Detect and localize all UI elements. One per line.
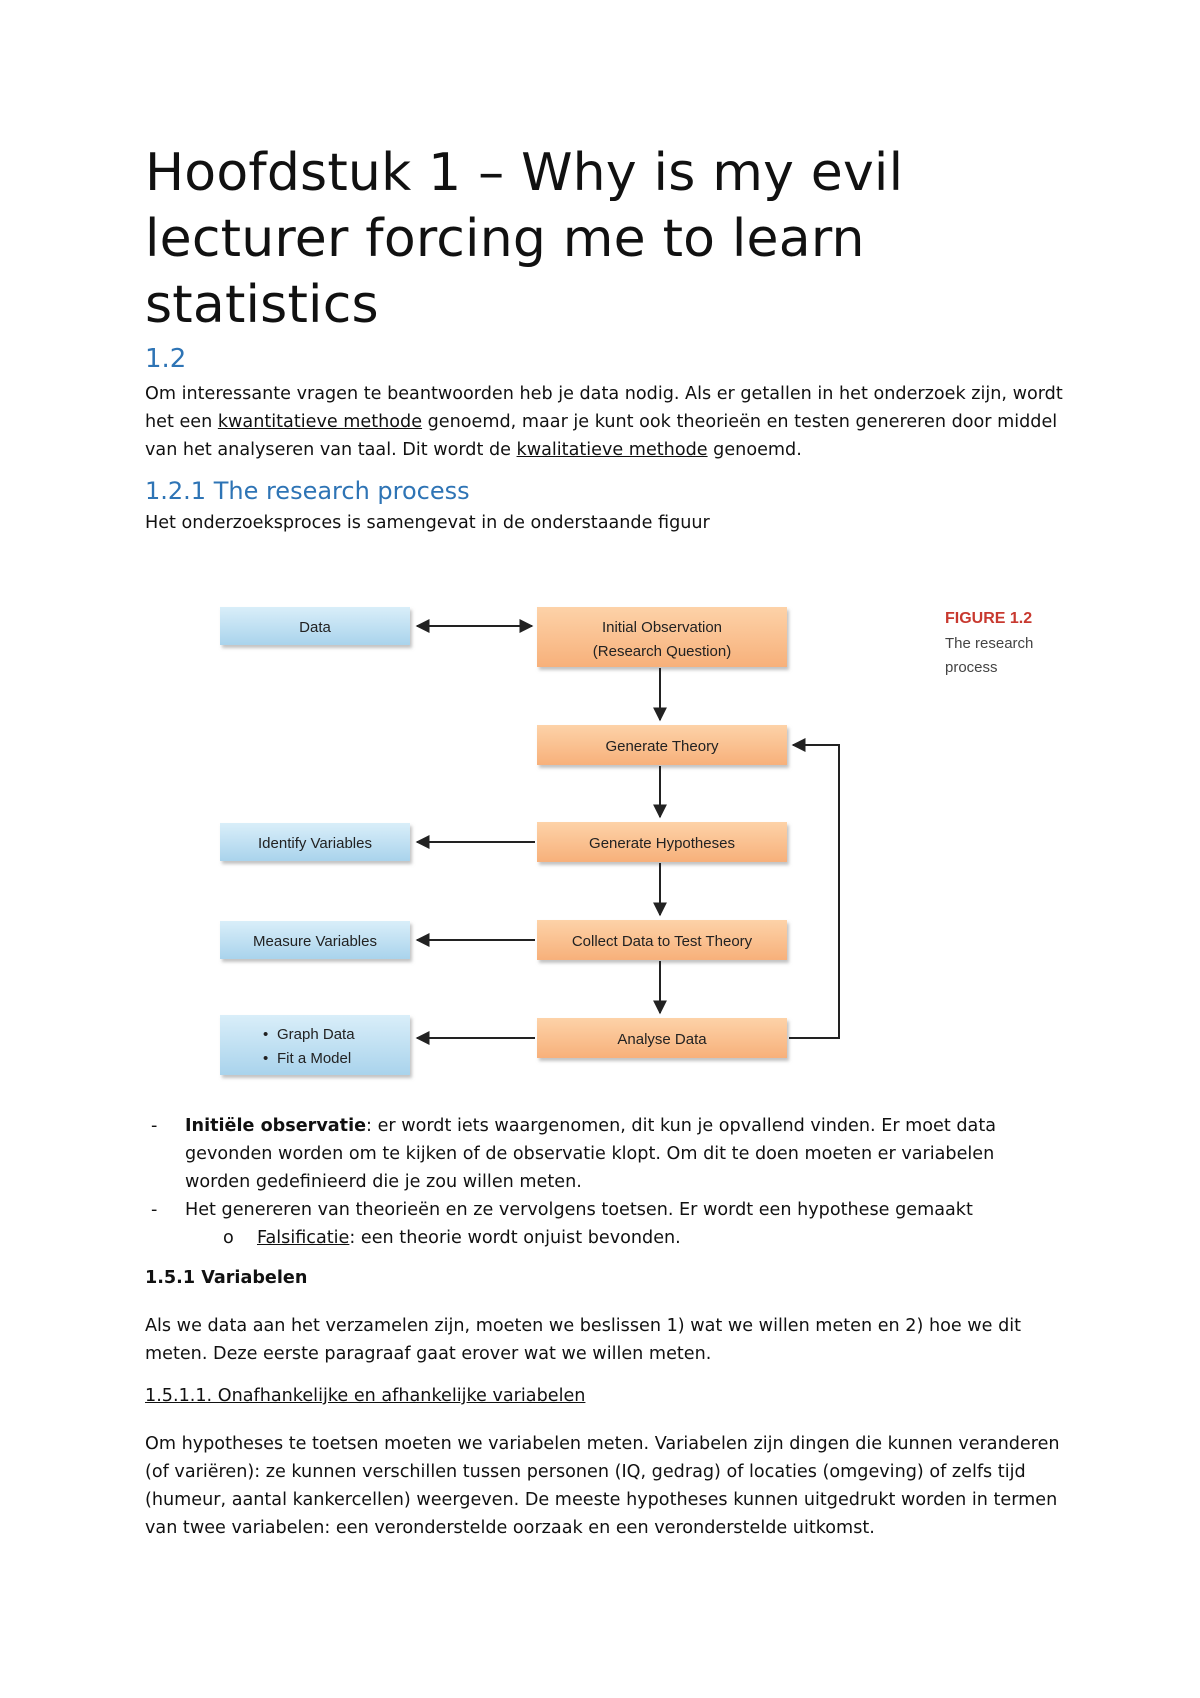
- circle-marker: o: [223, 1228, 234, 1248]
- list-item-text: Het genereren van theorieën en ze vervolgens toetsen. Er wordt een hypothese gemaakt: [185, 1200, 973, 1220]
- bullet-glyph: •: [263, 1050, 269, 1067]
- paragraph-methods: [145, 380, 1065, 464]
- research-process-figure: [215, 595, 1065, 1095]
- generate-theory-label: Generate Theory: [605, 738, 719, 755]
- box-data-label: Data: [299, 619, 331, 636]
- figure-label: FIGURE 1.2: [945, 610, 1033, 627]
- box-identify-variables: [220, 823, 410, 861]
- heading-research-process: 1.2.1 The research process: [145, 477, 470, 505]
- box-initial-observation: [537, 607, 787, 667]
- paragraph-hypotheses: Om hypotheses te toetsen moeten we variabelen meten. Variabelen zijn dingen die kunnen veranderen (of variëren): ze kunnen verschillen tussen personen (IQ, gedrag) of locaties (omgeving) of zelfs tijd (humeur, aantal kankercellen) weergeven. De meeste hypotheses kunnen uitgedrukt worden in termen van twee variabelen: een veronderstelde oorzaak en een veronderstelde uitkomst.: [145, 1434, 1060, 1538]
- heading-variabelen: 1.5.1 Variabelen: [145, 1268, 308, 1288]
- term-kwalitatieve-methode: kwalitatieve methode: [516, 440, 708, 460]
- dash-marker: -: [151, 1116, 158, 1136]
- box-collect-data: [537, 920, 787, 960]
- figure-caption-line1: The research: [945, 635, 1034, 652]
- term-kwantitatieve-methode: kwantitatieve methode: [217, 412, 423, 432]
- dash-marker: -: [151, 1200, 158, 1220]
- heading-1-2: 1.2: [145, 344, 187, 374]
- sub-list-item: [145, 1224, 1065, 1252]
- box-graph-fit: [220, 1015, 410, 1075]
- box-analyse-data: [537, 1018, 787, 1058]
- list-item: [145, 1196, 1065, 1224]
- paragraph-text: genoemd.: [707, 440, 802, 460]
- bold-term: Initiële observatie: [185, 1116, 367, 1136]
- box-identify-label: Identify Variables: [258, 835, 372, 852]
- paragraph-variabelen: Als we data aan het verzamelen zijn, moeten we beslissen 1) wat we willen meten en 2) hoe we dit meten. Deze eerste paragraaf gaat erover wat we willen meten.: [145, 1316, 1022, 1364]
- arrow-feedback-loop: [789, 745, 839, 1038]
- box-data: [220, 607, 410, 645]
- box-measure-label: Measure Variables: [253, 933, 377, 950]
- bullet-list: [145, 1112, 1065, 1224]
- heading-onafhankelijke-afhankelijke: 1.5.1.1. Onafhankelijke en afhankelijke variabelen: [145, 1386, 586, 1406]
- box-generate-hypotheses: [537, 822, 787, 862]
- figure-caption-line2: process: [945, 659, 998, 676]
- collect-data-label: Collect Data to Test Theory: [571, 933, 753, 950]
- paragraph-figure-intro: Het onderzoeksproces is samengevat in de onderstaande figuur: [145, 513, 710, 533]
- term-falsificatie: Falsificatie: [257, 1228, 350, 1248]
- analyse-data-label: Analyse Data: [617, 1031, 707, 1048]
- initial-observation-label: Initial Observation: [601, 619, 723, 636]
- paragraph-text: Om interessante vragen te beantwoorden heb je data nodig. Als er getallen in het onderzoek zijn, wordt het een: [145, 384, 1063, 432]
- list-item-text: : er wordt iets waargenomen, dit kun je opvallend vinden. Er moet data gevonden worden om te kijken of de observatie klopt. Om dit te doen moeten er variabelen worden gedefinieerd die je zou willen meten.: [185, 1116, 997, 1192]
- fit-model-label: Fit a Model: [277, 1050, 352, 1067]
- box-generate-theory: [537, 725, 787, 765]
- bullet-glyph: •: [263, 1026, 269, 1043]
- research-question-label: (Research Question): [592, 643, 732, 660]
- paragraph-text: genoemd, maar je kunt ook theorieën en testen genereren door middel van het analyseren van taal. Dit wordt de: [145, 412, 1058, 460]
- box-measure-variables: [220, 921, 410, 959]
- page-title: Hoofdstuk 1 – Why is my evil lecturer forcing me to learn statistics: [145, 143, 904, 335]
- list-item: [145, 1112, 1065, 1196]
- graph-data-label: Graph Data: [277, 1026, 355, 1043]
- list-item-text: : een theorie wordt onjuist bevonden.: [349, 1228, 681, 1248]
- generate-hypotheses-label: Generate Hypotheses: [589, 835, 735, 852]
